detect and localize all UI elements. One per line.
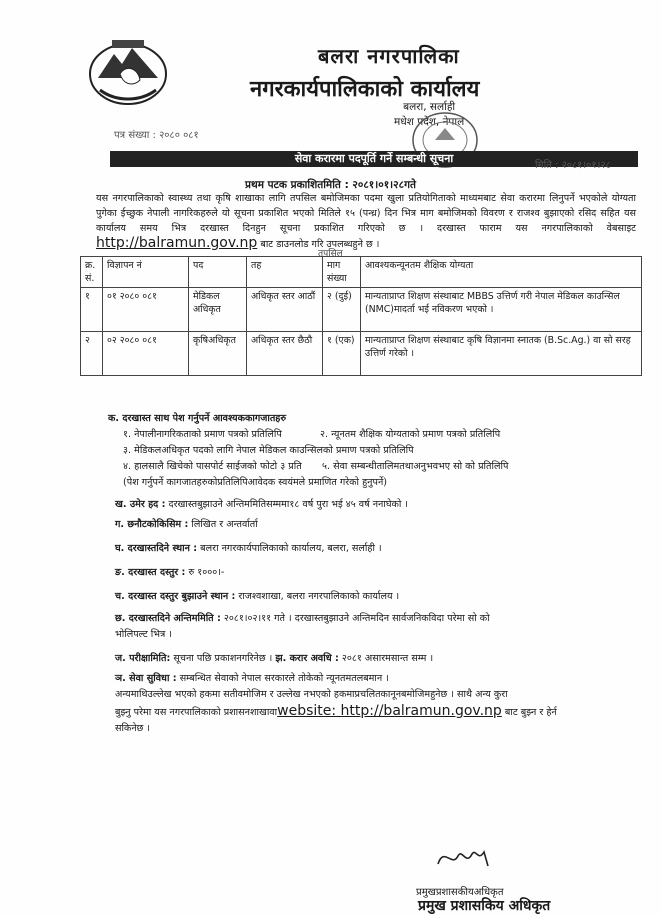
misc-line-3: सकिनेछ ।	[115, 723, 151, 734]
signature-icon	[432, 842, 512, 872]
age-label: ख. उमेर हद :	[115, 499, 166, 510]
table-cell: अधिकृत स्तर आठौं	[247, 288, 323, 332]
document-item: ३. मेडिकलअधिकृत पदको लागि नेपाल मेडिकल काउन्सिलको प्रमाण पत्रको प्रतिलिपि	[123, 445, 414, 456]
table-cell: ०२ २०८० ०८१	[103, 332, 189, 376]
office-name: नगरकार्यपालिकाको कार्यालय	[250, 77, 480, 102]
contract-label: झ. करार अवधि :	[275, 653, 339, 664]
documents-heading: क. दरखास्त साथ पेश गर्नुपर्ने आवश्यककागजातहरु	[108, 413, 287, 424]
body-text: यस नगरपालिकाको स्वास्थ्य तथा कृषि शाखाका लागि तपसिल बमोजिमका पदमा खुला प्रतियोगिताको माध्यमबाट सेवा करारमा लिनुपर्ने भएकोले योग्यता पुगेका ईच्छुक नेपाली नागरिकहरुले यो सूचना प्रकाशित भएको मितिले १५ (पन्ध्र) दिन भित्र माग बमोजिमको विवरण र राजश्व बुझाएको रसिद सहित यस कार्यालय समय भित्र दरखास्त दिनहुन सूचना प्रकाशित गरिएको छ । दरखास्त फाराम यस नगरपालिकाको वेबसाइट	[96, 193, 636, 234]
header-cell: तह	[247, 257, 323, 288]
document-item: ५. सेवा सम्बन्धीतालिमतथाअनुभवभए सो को प्रतिलिपि	[322, 461, 509, 472]
table-cell: १	[81, 288, 103, 332]
document-item: १. नेपालीनागरिकताको प्रमाण पत्रको प्रतिलिपि	[123, 429, 282, 440]
misc-tail: बाट बुझ्न र हेर्न	[504, 707, 557, 718]
header-cell: विज्ञापन नं	[103, 257, 189, 288]
fee-payment-place	[115, 590, 399, 604]
body-tail: बाट डाउनलोड गरि उपलब्धहुने छ ।	[260, 239, 380, 250]
facility-label: ञ. सेवा सुविधा :	[115, 673, 177, 684]
application-fee	[115, 566, 224, 580]
document-note: (पेश गर्नुपर्ने कागजातहरुकोप्रतिलिपिआवेदक स्वयंमले प्रमाणित गरेको हुनुपर्ने)	[123, 477, 388, 488]
misc-line-1: अन्यमाथिउल्लेख भएको हकमा सतीवमोजिम र उल्लेख नभएको हकमाप्रचलितकानूनबमोजिमहुनेछ । साथै अन्य कुरा	[115, 689, 508, 700]
facility-text: सम्बन्धित सेवाको नेपाल सरकारले तोकेको न्यूनतमतलबमान ।	[179, 673, 389, 684]
document-item: २. न्यूनतम शैक्षिक योग्यताको प्रमाण पत्रको प्रतिलिपि	[320, 429, 501, 440]
publication-date: प्रथम पटक प्रकाशितमिति : २०८१।०१।२८गते	[245, 179, 416, 191]
deadline-cont: भोलिपल्ट भित्र ।	[115, 629, 172, 640]
place-text: बलरा नगरकार्यपालिकाको कार्यालय, बलरा, सर्लाही ।	[200, 543, 382, 554]
deadline	[115, 612, 490, 626]
address-line-2: मधेश प्रदेश, नेपाल	[394, 116, 465, 128]
selection-type	[115, 518, 258, 532]
application-place	[115, 542, 382, 556]
table-header-row	[81, 257, 642, 288]
address-line-1: बलरा, सर्लाही	[403, 101, 456, 113]
contract-text: २०८१ असारमसान्त सम्म ।	[341, 653, 434, 664]
header-cell: आवश्यकन्यूनतम शैक्षिक योग्यता	[361, 257, 642, 288]
exam-contract	[115, 652, 433, 666]
deadline-label: छ. दरखास्तदिने अन्तिममिति :	[115, 613, 221, 624]
header-cell: पद	[189, 257, 247, 288]
municipality-logo-icon	[86, 34, 170, 108]
vacancy-table	[80, 256, 642, 376]
fee-place-label: च. दरखास्त दस्तुर बुझाउने स्थान :	[115, 591, 236, 602]
header-cell: क्र. सं.	[81, 257, 103, 288]
table-cell: मान्यताप्राप्त शिक्षण संस्थाबाट कृषि विज्ञानमा स्नातक (B.Sc.Ag.) वा सो सरह उत्तिर्ण गरेको ।	[361, 332, 642, 376]
header-cell: माग संख्या	[323, 257, 361, 288]
fee-label: ङ. दरखास्त दस्तुर :	[115, 567, 186, 578]
reference-number: पत्र संख्या : २०८० ०८१	[114, 130, 199, 141]
table-cell: १ (एक)	[323, 332, 361, 376]
table-cell: मान्यताप्राप्त शिक्षण संस्थाबाट MBBS उत्तिर्ण गरी नेपाल मेडिकल काउन्सिल (NMC)मादर्ता भई नविकरण भएको ।	[361, 288, 642, 332]
document-item: ४. हालसालै खिचेको पासपोर्ट साईजको फोटो ३ प्रति	[123, 461, 302, 472]
fee-place-text: राजश्वशाखा, बलरा नगरपालिकाको कार्यालय ।	[238, 591, 400, 602]
age-limit	[115, 498, 408, 512]
exam-label: ज. परीक्षामिति:	[115, 653, 171, 664]
table-row	[81, 288, 642, 332]
selection-label: ग. छनौटकोकिसिम :	[115, 519, 189, 530]
municipality-name: बलरा नगरपालिका	[318, 44, 460, 68]
age-text: दरखास्तबुझाउने अन्तिममितिसम्ममा१८ वर्ष पुरा भई ४५ वर्ष ननाघेको ।	[168, 499, 409, 510]
website-link-2[interactable]: website: http://balramun.gov.np	[277, 703, 502, 719]
table-cell: मेडिकल अधिकृत	[189, 288, 247, 332]
notice-title-banner: सेवा करारमा पदपूर्ति गर्ने सम्बन्धी सूचना	[110, 151, 638, 167]
misc-text: बुझ्नु परेमा यस नगरपालिकाको प्रशासनशाखावा	[115, 707, 278, 718]
facility	[115, 672, 389, 686]
selection-text: लिखित र अन्तर्वार्ता	[191, 519, 258, 530]
table-cell: २	[81, 332, 103, 376]
table-cell: ०१ २०८० ०८१	[103, 288, 189, 332]
table-cell: कृषिअधिकृत	[189, 332, 247, 376]
table-cell: २ (दुई)	[323, 288, 361, 332]
misc-line-2	[115, 704, 557, 720]
deadline-text: २०८१।०२।११ गते । दरखास्तबुझाउने अन्तिमदिन सार्वजनिकविदा परेमा सो को	[223, 613, 490, 624]
notice-date: मिति : २०८१।०१।२८	[535, 160, 611, 171]
table-cell: अधिकृत स्तर छैठौ	[247, 332, 323, 376]
website-link[interactable]: http://balramun.gov.np	[96, 235, 258, 251]
signatory-title: प्रमुख प्रशासकिय अधिकृत	[418, 898, 551, 914]
notice-body	[96, 191, 636, 252]
signature-caption: प्रमुखप्रशासकीयअधिकृत	[416, 887, 504, 898]
fee-text: रु १०००।-	[188, 567, 225, 578]
place-label: घ. दरखास्तदिने स्थान :	[115, 543, 198, 554]
table-row	[81, 332, 642, 376]
exam-text: सूचना पछि प्रकाशनगरिनेछ ।	[173, 653, 273, 664]
table-caption: तपसिल	[318, 249, 343, 259]
